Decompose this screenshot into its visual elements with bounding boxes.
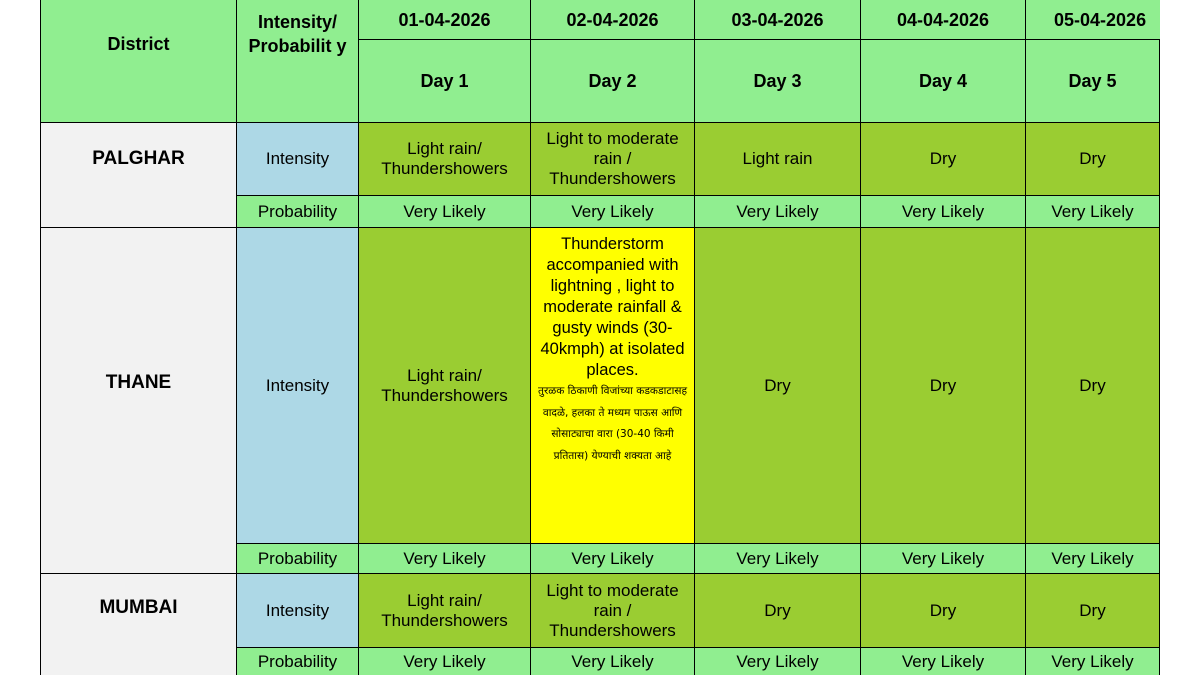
forecast-cell: Dry [695, 228, 861, 544]
intensity-label: Intensity [237, 123, 359, 196]
intensity-label: Intensity [237, 228, 359, 544]
forecast-cell: Light rain/ Thundershowers [359, 574, 531, 648]
forecast-cell: Light rain [695, 123, 861, 196]
probability-cell: Very Likely [695, 544, 861, 574]
forecast-cell: Dry [1026, 228, 1160, 544]
date-header-3: 03-04-2026 [695, 0, 861, 40]
day-header-5: Day 5 [1026, 40, 1160, 123]
intensity-probability-header: Intensity/ Probabilit y [237, 0, 359, 123]
forecast-cell: Light rain/ Thundershowers [359, 123, 531, 196]
district-thane: THANE [40, 228, 237, 574]
date-header-1: 01-04-2026 [359, 0, 531, 40]
forecast-cell: Dry [1026, 123, 1160, 196]
probability-cell: Very Likely [531, 544, 695, 574]
day-header-4: Day 4 [861, 40, 1026, 123]
district-mumbai: MUMBAI [40, 574, 237, 675]
forecast-cell: Dry [861, 123, 1026, 196]
day-header-2: Day 2 [531, 40, 695, 123]
forecast-cell: Dry [861, 228, 1026, 544]
probability-cell: Very Likely [359, 544, 531, 574]
probability-cell: Very Likely [695, 196, 861, 228]
forecast-cell: Dry [695, 574, 861, 648]
forecast-cell: Dry [861, 574, 1026, 648]
probability-cell: Very Likely [1026, 196, 1160, 228]
district-palghar: PALGHAR [40, 123, 237, 228]
thunderstorm-alert-cell [531, 228, 695, 544]
probability-cell: Very Likely [531, 648, 695, 675]
probability-cell: Very Likely [861, 196, 1026, 228]
intensity-label: Intensity [237, 574, 359, 648]
forecast-cell: Light rain/ Thundershowers [359, 228, 531, 544]
alert-text-english: Thunderstorm accompanied with lightning , light to moderate rainfall & gusty winds (30-40kmph) at isolated places. [540, 235, 685, 379]
probability-label: Probability [237, 544, 359, 574]
probability-cell: Very Likely [1026, 544, 1160, 574]
district-header: District [40, 0, 237, 123]
probability-cell: Very Likely [359, 648, 531, 675]
date-header-2: 02-04-2026 [531, 0, 695, 40]
probability-label: Probability [237, 196, 359, 228]
probability-label: Probability [237, 648, 359, 675]
alert-text-marathi: तुरळक ठिकाणी विजांच्या कडकडाटासह वादळे, हलका ते मध्यम पाऊस आणि सोसाट्याचा वारा (30-40 किमी प्रतितास) येण्याची शक्यता आहे [537, 385, 688, 462]
day-header-3: Day 3 [695, 40, 861, 123]
probability-cell: Very Likely [861, 648, 1026, 675]
probability-cell: Very Likely [695, 648, 861, 675]
probability-cell: Very Likely [1026, 648, 1160, 675]
date-header-5: 05-04-2026 [1026, 0, 1160, 40]
forecast-cell: Light to moderate rain / Thundershowers [531, 123, 695, 196]
date-header-4: 04-04-2026 [861, 0, 1026, 40]
probability-cell: Very Likely [861, 544, 1026, 574]
day-header-1: Day 1 [359, 40, 531, 123]
probability-cell: Very Likely [359, 196, 531, 228]
forecast-cell: Dry [1026, 574, 1160, 648]
probability-cell: Very Likely [531, 196, 695, 228]
forecast-cell: Light to moderate rain / Thundershowers [531, 574, 695, 648]
